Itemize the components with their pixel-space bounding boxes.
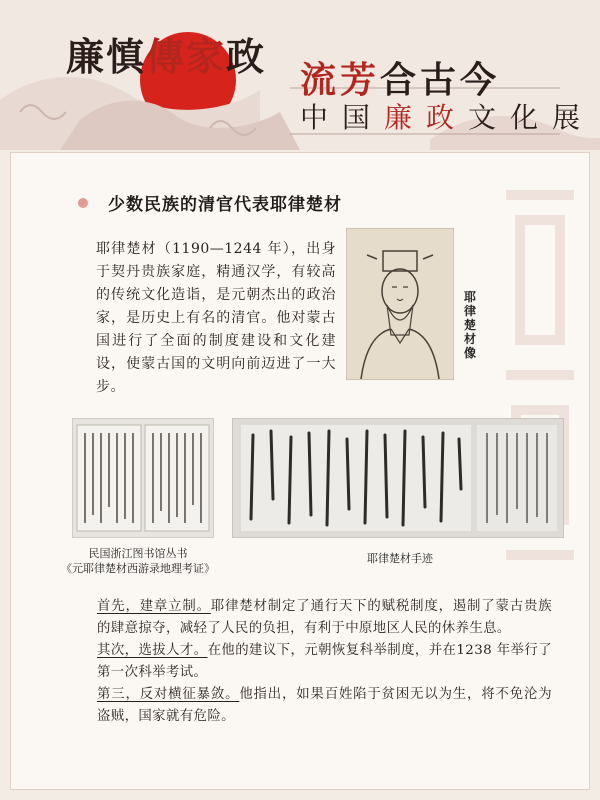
manuscript-image bbox=[232, 418, 564, 538]
header-banner bbox=[0, 0, 600, 150]
p1-rest: 耶律楚材制定了通行天下的赋税制度，遏制了蒙古贵族的肆意掠夺，减轻了人民的负担，有利于中原地区人民的休养生息。 bbox=[97, 599, 552, 636]
book-image bbox=[72, 418, 214, 538]
section-title: 少数民族的清官代表耶律楚材 bbox=[108, 195, 342, 215]
manuscript-photo bbox=[233, 419, 563, 537]
paragraph-1 bbox=[70, 596, 552, 640]
p2-lead: 其次，选拔人才。 bbox=[97, 643, 208, 658]
portrait-sketch bbox=[347, 229, 453, 379]
banner-subtitle: 流芳合古今 bbox=[300, 59, 501, 101]
p1-lead: 首先，建章立制。 bbox=[97, 599, 211, 614]
book-caption-line2: 《元耶律楚材西游录地理考证》 bbox=[61, 562, 215, 575]
book-caption bbox=[40, 546, 236, 576]
body-text bbox=[70, 596, 552, 728]
paragraph-3 bbox=[70, 684, 552, 728]
exhibition-name: 中国廉政文化展 bbox=[300, 101, 595, 134]
book-photo bbox=[73, 419, 213, 537]
watermark-graphic bbox=[500, 170, 580, 650]
p3-lead: 第三，反对横征暴敛。 bbox=[97, 687, 240, 702]
p3-rest: 他指出，如果百姓陷于贫困无以为生，将不免沦为盗贼，国家就有危险。 bbox=[97, 687, 552, 724]
bullet-dot-icon bbox=[78, 198, 88, 208]
portrait-image bbox=[346, 228, 454, 380]
intro-text: 耶律楚材（1190—1244 年），出身于契丹贵族家庭，精通汉学，有较高的传统文化造诣，是元朝杰出的政治家，是历史上有名的清官。他对蒙古国进行了全面的制度建设和文化建设，使蒙古国的文明向前迈进了一大步。 bbox=[96, 241, 336, 395]
manuscript-caption: 耶律楚材手迹 bbox=[367, 552, 433, 565]
p2-rest: 在他的建议下，元朝恢复科举制度，并在1238 年举行了第一次科举考试。 bbox=[97, 643, 552, 680]
intro-paragraph bbox=[68, 238, 336, 399]
portrait-caption: 耶律楚材像 bbox=[464, 290, 477, 360]
section-heading bbox=[78, 190, 342, 215]
banner-title: 廉慎傳家政 bbox=[66, 34, 267, 79]
book-caption-line1: 民国浙江图书馆丛书 bbox=[88, 547, 188, 560]
paragraph-2 bbox=[70, 640, 552, 684]
